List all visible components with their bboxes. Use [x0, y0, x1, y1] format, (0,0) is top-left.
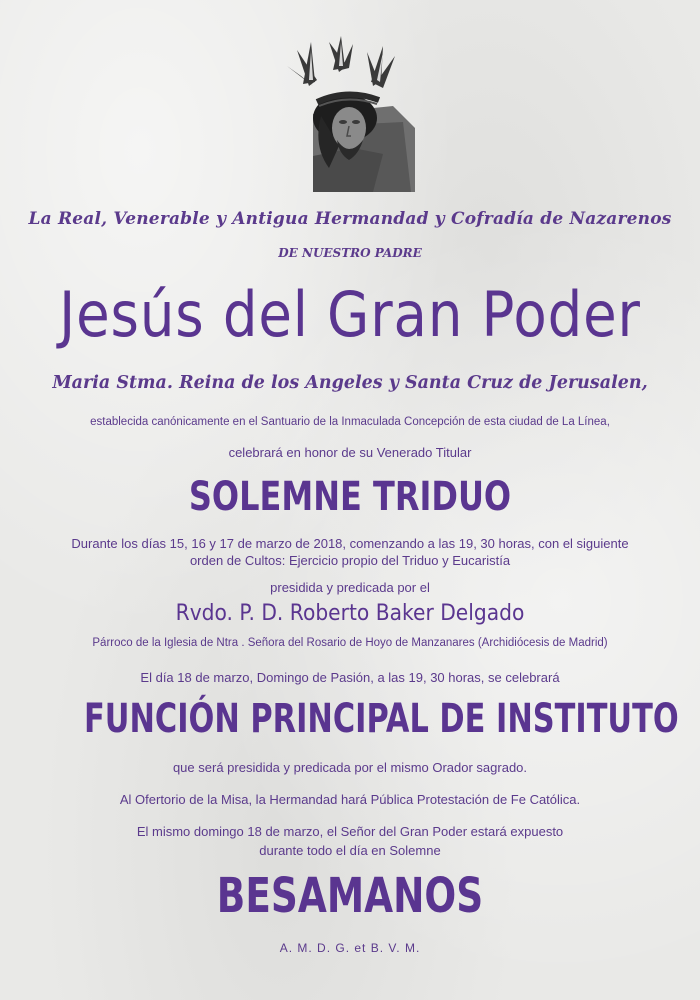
- jesus-del-gran-poder-image: [283, 36, 415, 192]
- triduo-order-line: orden de Cultos: Ejercicio propio del Triduo y Eucaristía: [189, 553, 511, 568]
- amdg-closing: A. M. D. G. et B. V. M.: [279, 941, 421, 955]
- besamanos-heading: BESAMANOS: [216, 868, 484, 924]
- funcion-intro-line: El día 18 de marzo, Domingo de Pasión, a las 19, 30 horas, se celebrará: [140, 670, 560, 685]
- establecida-line: establecida canónicamente en el Santuario de la Inmaculada Concepción de esta ciudad de La Línea,: [90, 416, 610, 428]
- orador-name: Rvdo. P. D. Roberto Baker Delgado: [175, 601, 525, 626]
- image-illustration: [283, 36, 415, 192]
- besamanos-intro-line-2: durante todo el día en Solemne: [259, 843, 441, 858]
- triduo-dates-line: Durante los días 15, 16 y 17 de marzo de 2018, comenzando a las 19, 30 horas, con el siguiente: [71, 536, 629, 551]
- protestacion-line: Al Ofertorio de la Misa, la Hermandad hará Pública Protestación de Fe Católica.: [119, 792, 581, 807]
- hermandad-line: La Real, Venerable y Antigua Hermandad y Cofradía de Nazarenos: [28, 209, 672, 229]
- celebrara-line: celebrará en honor de su Venerado Titular: [228, 445, 472, 460]
- funcion-principal-heading: FUNCIÓN PRINCIPAL DE INSTITUTO: [84, 696, 679, 742]
- funcion-presidida-line: que será presidida y predicada por el mismo Orador sagrado.: [172, 760, 528, 775]
- maria-line: Maria Stma. Reina de los Angeles y Santa Cruz de Jerusalen,: [52, 373, 648, 393]
- de-nuestro-padre-line: DE NUESTRO PADRE: [278, 246, 422, 260]
- presidida-line: presidida y predicada por el: [270, 580, 430, 595]
- titular-heading: Jesús del Gran Poder: [59, 278, 641, 351]
- solemne-triduo-heading: SOLEMNE TRIDUO: [188, 474, 512, 520]
- parroco-line: Párroco de la Iglesia de Ntra . Señora del Rosario de Hoyo de Manzanares (Archidiócesis de Madrid): [92, 637, 608, 649]
- besamanos-intro-line: El mismo domingo 18 de marzo, el Señor del Gran Poder estará expuesto: [136, 824, 564, 839]
